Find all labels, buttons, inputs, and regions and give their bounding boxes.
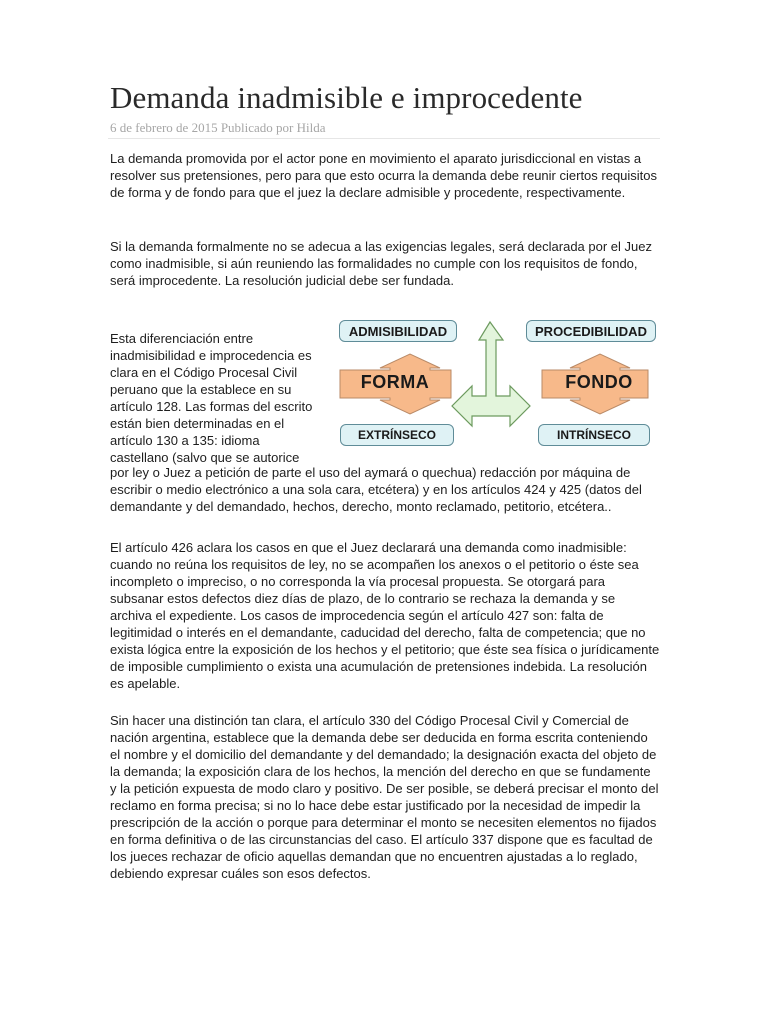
procedibilidad-box: PROCEDIBILIDAD — [526, 320, 656, 342]
intrinseco-box: INTRÍNSECO — [538, 424, 650, 446]
fondo-label: FONDO — [565, 372, 633, 392]
paragraph-2: Si la demanda formalmente no se adecua a las exigencias legales, será declarada por el Juez como inadmisible, si aún reuniendo las formalidades no cumple con los requisitos de fondo, será improcedente. La resolución judicial debe ser fundada. — [110, 239, 652, 288]
admisibilidad-box: ADMISIBILIDAD — [339, 320, 457, 342]
title-divider — [108, 138, 660, 139]
paragraph-1: La demanda promovida por el actor pone en movimiento el aparato jurisdiccional en vistas a resolver sus pretensiones, pero para que esto ocurra la demanda debe reunir ciertos requisitos de forma y de fondo para que el juez la declare admisible y procedente, respectivamente. — [110, 151, 658, 200]
post-meta: 6 de febrero de 2015 Publicado por Hilda — [110, 120, 326, 135]
paragraph-4: El artículo 426 aclara los casos en que el Juez declarará una demanda como inadmisible: cuando no reúna los requisitos de ley, no se acompañen los anexos o el petitorio o éste sea incompleto o impreciso, o no corresponda la vía procesal propuesta. Se otorgará para subsanar estos defectos diez días de plazo, de lo contrario se rechaza la demanda y se archiva el expediente. Los casos de improcedencia según el artículo 427 son: falta de legitimidad o interés en el demandante, caducidad del derecho, falta de competencia; que no exista lógica entre la exposición de los hechos y el petitorio; que éste sea física o jurídicamente de imposible cumplimiento o exista una acumulación de pretensiones indebida. La resolución es apelable. — [110, 540, 660, 691]
center-arrow-shape — [452, 322, 530, 426]
forma-label: FORMA — [360, 372, 430, 392]
article-title: Demanda inadmisible e improcedente — [110, 80, 583, 115]
admissibility-diagram — [336, 316, 664, 456]
paragraph-3-wrapped: Esta diferenciación entre inadmisibilidad e improcedencia es clara en el Código Procesal Civil peruano que la establece en su artículo 128. Las formas del escrito están bien determinadas en el artículo 130 a 135: idioma castellano (salvo que se autorice — [110, 331, 313, 465]
extrinseco-box: EXTRÍNSECO — [340, 424, 454, 446]
paragraph-5: Sin hacer una distinción tan clara, el artículo 330 del Código Procesal Civil y Comercial de nación argentina, establece que la demanda debe ser deducida en forma escrita conteniendo el nombre y el domicilio del demandante y del demandado; la designación exacta del objeto de la demanda; la exposición clara de los hechos, la mención del derecho en que se fundamente y la petición expuesta de modo claro y positivo. De ser posible, se deberá precisar el monto del reclamo en forma precisa; si no lo hace debe estar justificado por la necesidad de impedir la prescripción de la acción o porque para determinar el monto se necesiten elementos no fijados en forma definitiva o de las circunstancias del caso. El artículo 337 dispone que es facultad de los jueces rechazar de oficio aquellas demandan que no encuentren ajustadas a lo reglado, debiendo expresar cuáles son esos defectos. — [110, 713, 659, 881]
paragraph-3-continued: por ley o Juez a petición de parte el uso del aymará o quechua) redacción por máquina de escribir o medio electrónico a una sola cara, etcétera) y en los artículos 424 y 425 (datos del demandante y del demandado, hechos, derecho, monto reclamado, petitorio, etcétera.. — [110, 465, 642, 514]
